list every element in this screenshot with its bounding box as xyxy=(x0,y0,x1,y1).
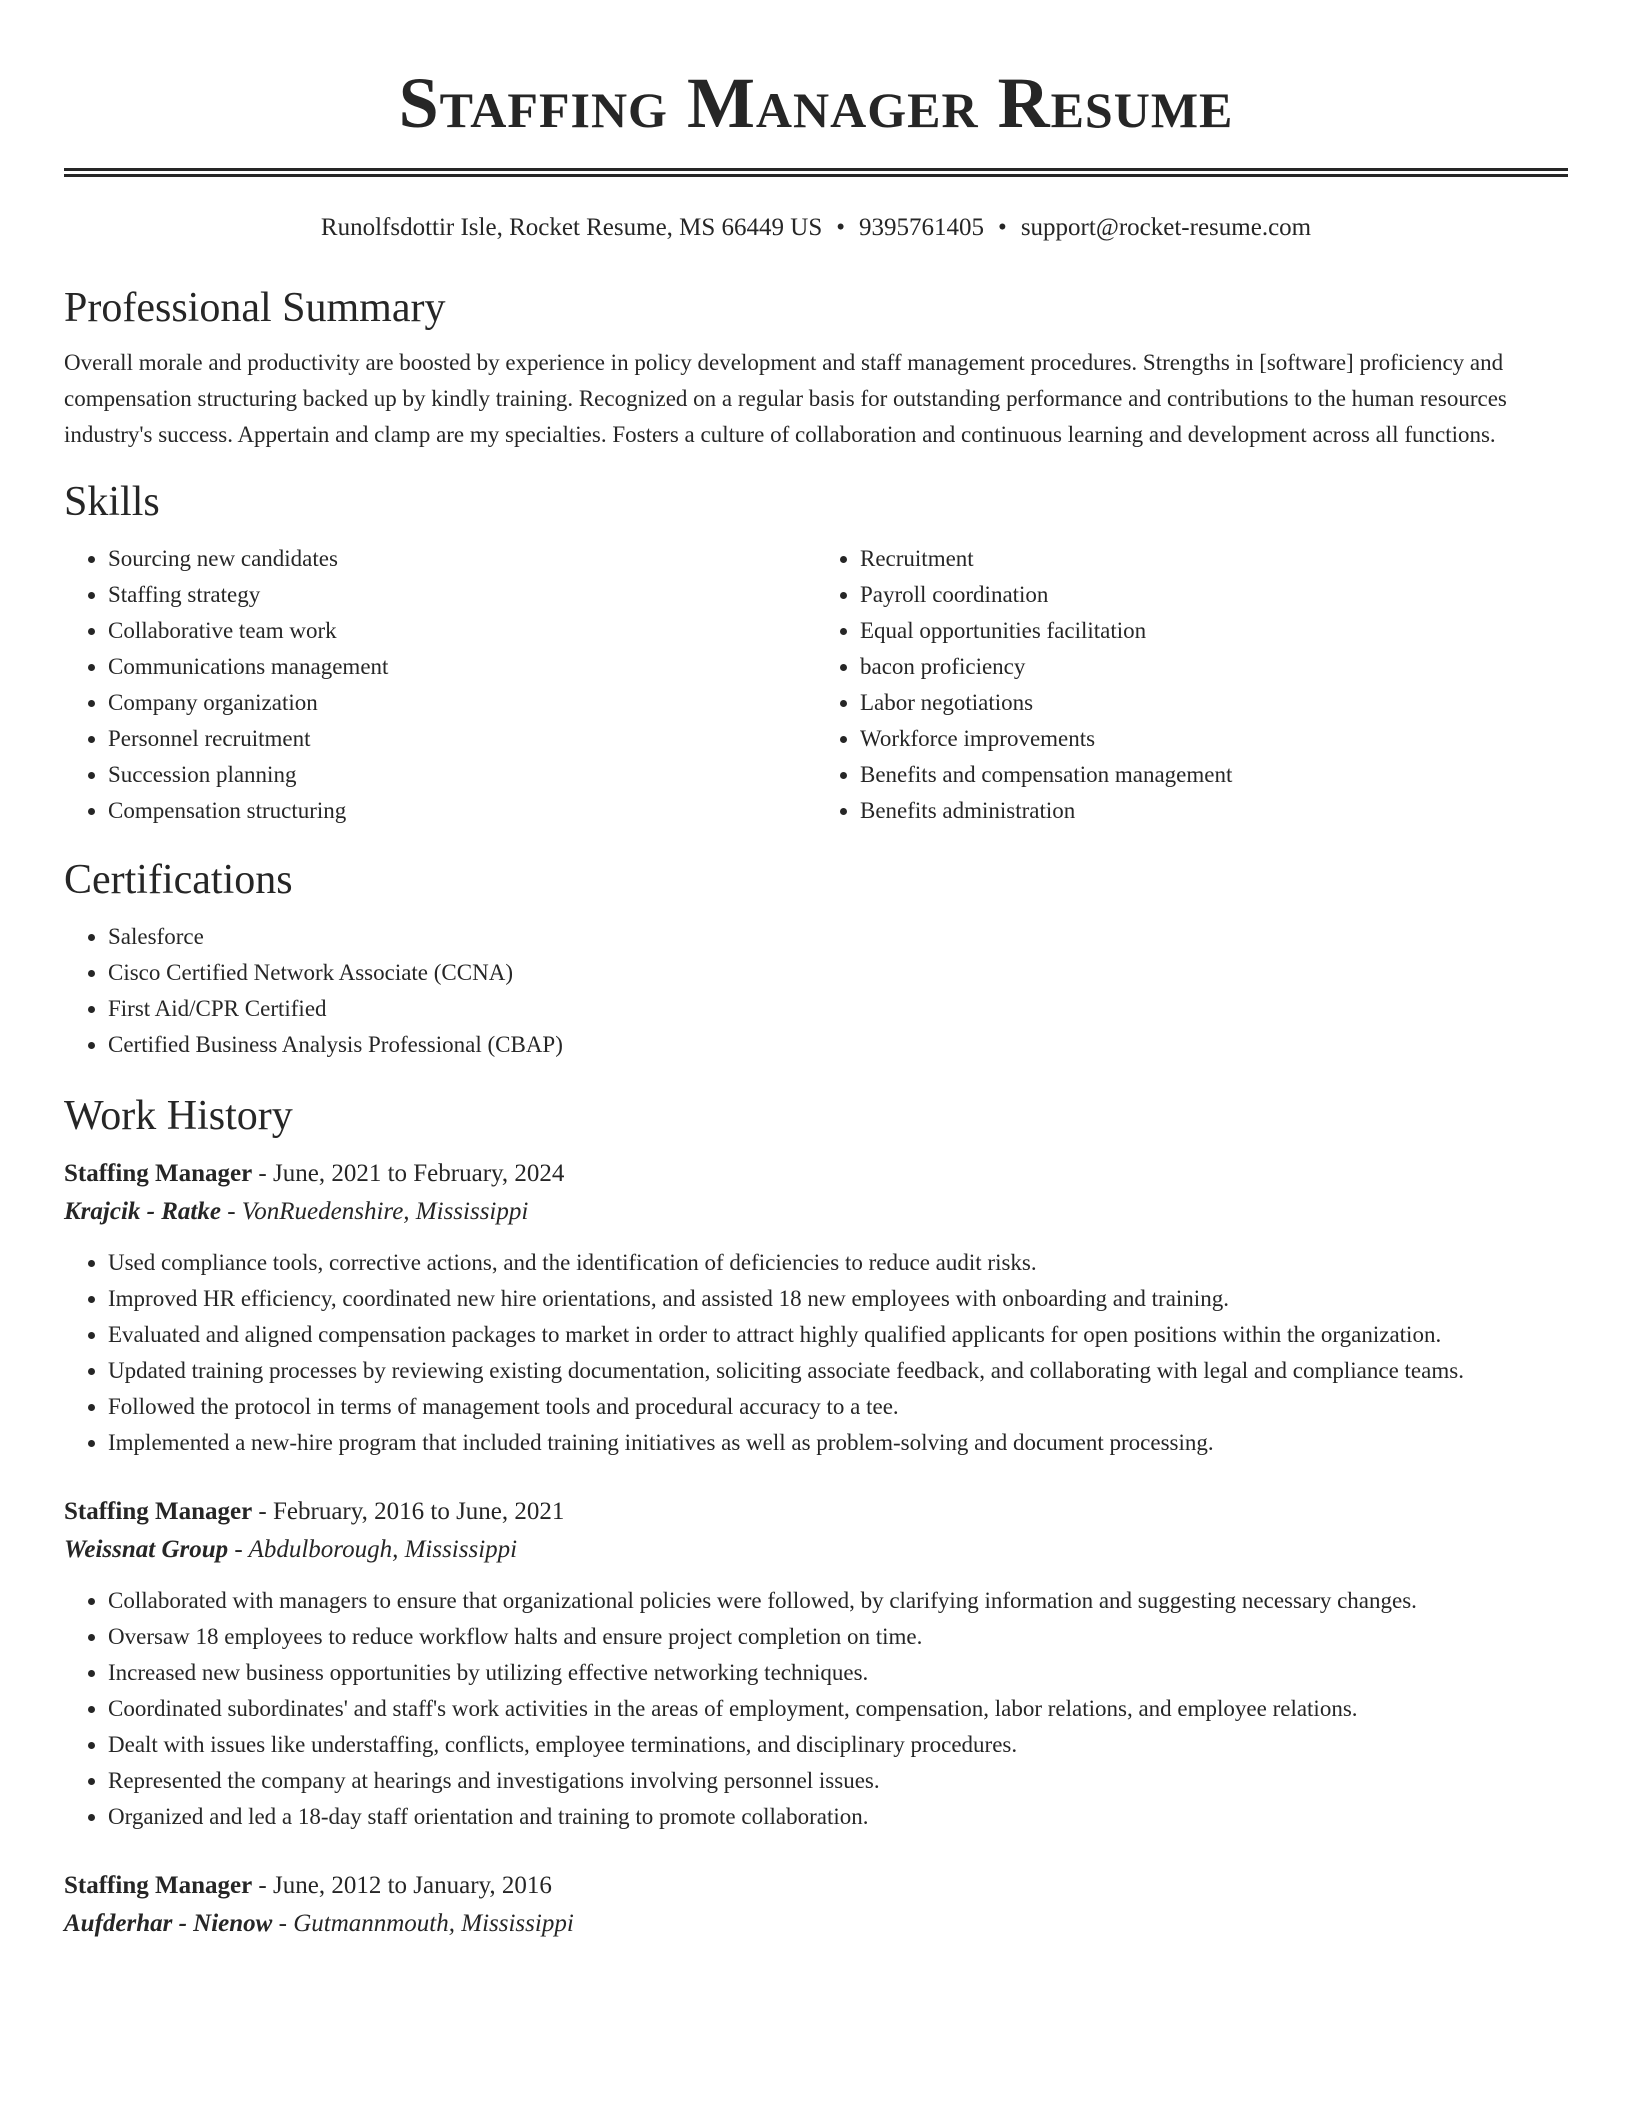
work-history-jobs xyxy=(64,1155,1568,1943)
job-bullet: • Improved HR efficiency, coordinated new hire orientations, and assisted 18 new employees with onboarding and training. xyxy=(108,1281,1568,1317)
job-bullet: • Increased new business opportunities by utilizing effective networking techniques. xyxy=(108,1655,1568,1691)
job-entry xyxy=(64,1867,1568,1943)
skills-list-right xyxy=(816,541,1568,829)
job-bullet: • Followed the protocol in terms of management tools and procedural accuracy to a tee. xyxy=(108,1389,1568,1425)
skill-item: • Recruitment xyxy=(860,541,1568,577)
job-bullets xyxy=(64,1245,1568,1461)
summary-heading: Professional Summary xyxy=(64,285,446,331)
job-title: Staffing Manager xyxy=(64,1498,253,1525)
work-history-heading: Work History xyxy=(64,1093,293,1139)
job-bullet: • Collaborated with managers to ensure that organizational policies were followed, by clarifying information and suggesting necessary changes. xyxy=(108,1583,1568,1619)
job-entry xyxy=(64,1493,1568,1835)
job-bullet: • Dealt with issues like understaffing, conflicts, employee terminations, and disciplinary procedures. xyxy=(108,1727,1568,1763)
skill-item: • Labor negotiations xyxy=(860,685,1568,721)
job-header xyxy=(64,1155,1568,1193)
skills-grid xyxy=(64,541,1568,829)
job-dates: - June, 2012 to January, 2016 xyxy=(252,1872,552,1899)
skill-item: • Benefits administration xyxy=(860,793,1568,829)
skill-item: • Equal opportunities facilitation xyxy=(860,613,1568,649)
skills-column-right xyxy=(816,541,1568,829)
job-employer xyxy=(64,1193,1568,1231)
skill-item: • Benefits and compensation management xyxy=(860,757,1568,793)
job-bullet: • Represented the company at hearings and investigations involving personnel issues. xyxy=(108,1763,1568,1799)
job-entry xyxy=(64,1155,1568,1461)
contact-line xyxy=(64,213,1568,243)
skill-item: • Succession planning xyxy=(108,757,816,793)
skill-item: • Collaborative team work xyxy=(108,613,816,649)
job-location: - Abdulborough, Mississippi xyxy=(228,1536,518,1563)
skill-item: • Personnel recruitment xyxy=(108,721,816,757)
skill-item: • Staffing strategy xyxy=(108,577,816,613)
certification-item: • Cisco Certified Network Associate (CCNA) xyxy=(108,955,1568,991)
job-location: - Gutmannmouth, Mississippi xyxy=(272,1910,574,1937)
job-employer xyxy=(64,1905,1568,1943)
job-bullet: • Coordinated subordinates' and staff's work activities in the areas of employment, compensation, labor relations, and employee relations. xyxy=(108,1691,1568,1727)
skill-item: • Sourcing new candidates xyxy=(108,541,816,577)
job-bullet: • Implemented a new-hire program that included training initiatives as well as problem-solving and document processing. xyxy=(108,1425,1568,1461)
summary-text: Overall morale and productivity are boosted by experience in policy development and staff management procedures. Strengths in [software] proficiency and compensation structuring backed up by kindly training. Recognized on a regular basis for outstanding performance and contributions to the human resources industry's success. Appertain and clamp are my specialties. Fosters a culture of collaboration and continuous learning and development across all functions. xyxy=(64,350,1507,447)
skill-item: • Workforce improvements xyxy=(860,721,1568,757)
certifications-heading: Certifications xyxy=(64,857,293,903)
job-bullet: • Updated training processes by reviewing existing documentation, soliciting associate feedback, and collaborating with legal and compliance teams. xyxy=(108,1353,1568,1389)
job-header xyxy=(64,1493,1568,1531)
job-dates: - June, 2021 to February, 2024 xyxy=(252,1160,565,1187)
skill-item: • Communications management xyxy=(108,649,816,685)
job-bullet: • Used compliance tools, corrective actions, and the identification of deficiencies to reduce audit risks. xyxy=(108,1245,1568,1281)
resume-title: Staffing Manager Resume xyxy=(398,63,1234,143)
skills-column-left xyxy=(64,541,816,829)
job-company: Aufderhar - Nienow xyxy=(64,1910,273,1937)
contact-address: Runolfsdottir Isle, Rocket Resume, MS 66449 US xyxy=(320,214,823,241)
certifications-list xyxy=(64,919,1568,1063)
job-company: Krajcik - Ratke xyxy=(64,1198,221,1225)
job-bullet: • Oversaw 18 employees to reduce workflow halts and ensure project completion on time. xyxy=(108,1619,1568,1655)
certification-item: • First Aid/CPR Certified xyxy=(108,991,1568,1027)
job-employer xyxy=(64,1531,1568,1569)
title-divider xyxy=(64,168,1568,177)
contact-separator: • xyxy=(998,214,1007,241)
skills-list-left xyxy=(64,541,816,829)
skills-heading: Skills xyxy=(64,479,160,525)
skill-item: • Payroll coordination xyxy=(860,577,1568,613)
job-header xyxy=(64,1867,1568,1905)
job-bullets xyxy=(64,1583,1568,1835)
skill-item: • Compensation structuring xyxy=(108,793,816,829)
job-title: Staffing Manager xyxy=(64,1872,253,1899)
job-dates: - February, 2016 to June, 2021 xyxy=(252,1498,565,1525)
job-location: - VonRuedenshire, Mississippi xyxy=(220,1198,529,1225)
contact-separator: • xyxy=(836,214,846,241)
contact-email: support@rocket-resume.com xyxy=(1020,214,1312,241)
job-bullet: • Organized and led a 18-day staff orientation and training to promote collaboration. xyxy=(108,1799,1568,1835)
contact-phone: 9395761405 xyxy=(859,214,985,241)
skill-item: • bacon proficiency xyxy=(860,649,1568,685)
certification-item: • Certified Business Analysis Professional (CBAP) xyxy=(108,1027,1568,1063)
job-company: Weissnat Group xyxy=(64,1536,229,1563)
job-bullet: • Evaluated and aligned compensation packages to market in order to attract highly qualified applicants for open positions within the organization. xyxy=(108,1317,1568,1353)
certification-item: • Salesforce xyxy=(108,919,1568,955)
skill-item: • Company organization xyxy=(108,685,816,721)
job-title: Staffing Manager xyxy=(64,1160,253,1187)
